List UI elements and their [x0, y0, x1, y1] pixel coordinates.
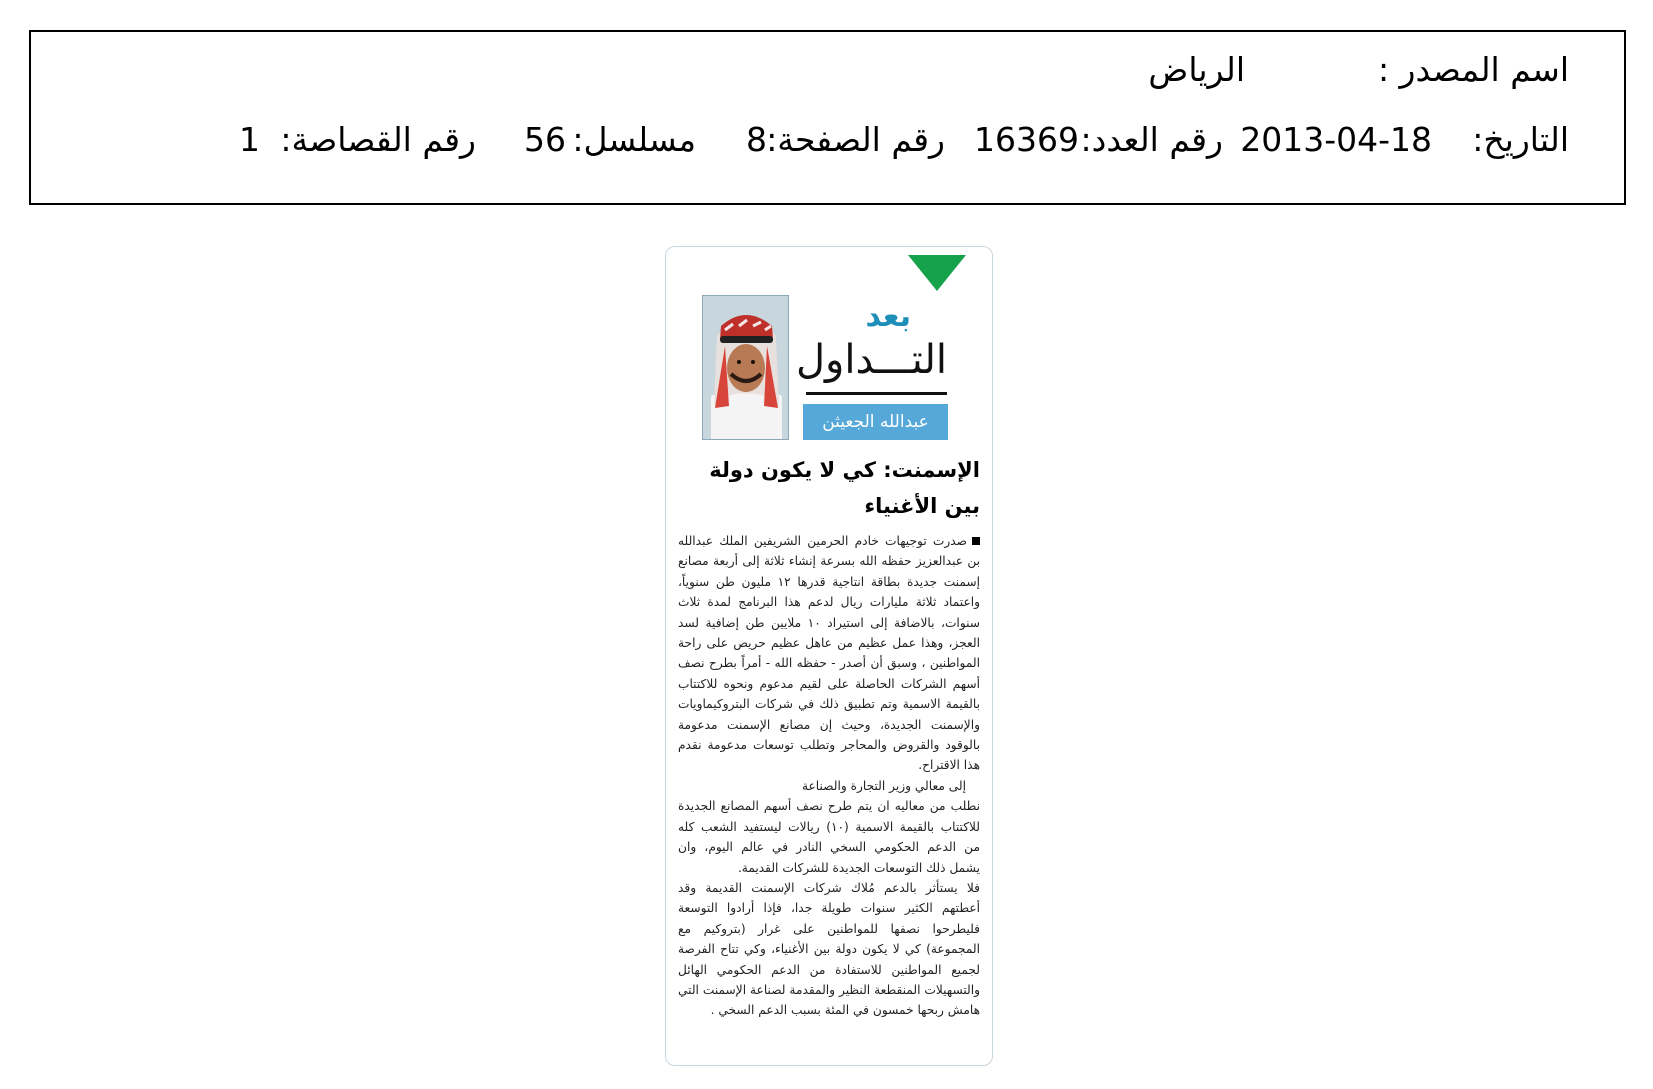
article-paragraph: إلى معالي وزير التجارة والصناعة [801, 778, 966, 793]
author-portrait-icon [703, 296, 789, 440]
article-paragraph: نطلب من معاليه ان يتم طرح نصف أسهم المصانع الجديدة للاكتتاب بالقيمة الاسمية (١٠) ريالات ليستفيد الشعب كله من الدعم الحكومي السخي النادر في عالم اليوم، وان يشمل ذلك التوسعات الجديدة للشركات القديمة. [678, 799, 980, 875]
source-value: الرياض [1148, 50, 1245, 89]
column-name-big: التـــداول [795, 337, 947, 383]
headline-line-2: بين الأغنياء [864, 494, 980, 518]
clip-value: 1 [239, 120, 260, 159]
issue-value: 16369 [974, 120, 1079, 159]
headline-line-1: الإسمنت: كي لا يكون دولة [709, 458, 980, 482]
newspaper-clipping [665, 246, 993, 1066]
column-name-small: بعد [865, 299, 911, 334]
page-value: 8 [746, 120, 767, 159]
page-label: رقم الصفحة: [766, 120, 945, 159]
clip-label: رقم القصاصة: [280, 120, 476, 159]
square-bullet-icon [972, 537, 980, 545]
author-name: عبدالله الجعيثن [803, 404, 948, 440]
paragraph-text: صدرت توجيهات خادم الحرمين الشريفين الملك عبدالله بن عبدالعزيز حفظه الله بسرعة إنشاء ثلاثة إلى أربعة مصانع إسمنت جديدة بطاقة انتاجية قدرها ١٢ مليون طن سنوياً، واعتماد ثلاثة مليارات ريال لدعم هذا البرنامج لمدة ثلاث سنوات، بالاضافة إلى استيراد ١٠ ملايين طن إضافية لسد العجز، وهذا عمل عظيم من عاهل عظيم حريص على راحة المواطنين ، وسبق أن أصدر - حفظه الله - أمراً بطرح نصف أسهم الشركات الحاصلة على لقيم مدعوم ونحوه للاكتتاب بالقيمة الاسمية وتم تطبيق ذلك في شركات البتروكيماويات والإسمنت الجديدة، وحيث إن مصانع الإسمنت مدعومة بالوقود والقروض والمحاجر وتطلب توسعات مدعومة نقدم هذا الاقتراح. [678, 534, 981, 773]
column-underline [806, 392, 947, 395]
serial-label: مسلسل: [572, 120, 696, 159]
article-paragraph [678, 531, 980, 776]
metadata-header [29, 30, 1626, 205]
date-label: التاريخ: [1472, 120, 1569, 159]
article-paragraph: فلا يستأثر بالدعم مُلاك شركات الإسمنت القديمة وقد أعطتهم الكثير سنوات طويلة جدا، فإذا أرادوا التوسعة فليطرحوا نصفها للمواطنين على غرار (بتروكيم مع المجموعة) كي لا يكون دولة بين الأغنياء، وكي تتاح الفرصة لجميع المواطنين للاستفادة من الدعم الحكومي الهائل والتسهيلات المنقطعة النظير والمقدمة لصناعة الإسمنت التي هامش ربحها خمسون في المئة بسبب الدعم السخي . [678, 880, 980, 1018]
serial-value: 56 [524, 120, 566, 159]
article-headline [684, 452, 980, 524]
issue-label: رقم العدد: [1080, 120, 1223, 159]
green-triangle-icon [908, 255, 966, 291]
date-value: 2013-04-18 [1240, 120, 1432, 159]
article-body [678, 531, 980, 1021]
author-photo [702, 295, 789, 440]
source-label: اسم المصدر : [1377, 50, 1569, 89]
